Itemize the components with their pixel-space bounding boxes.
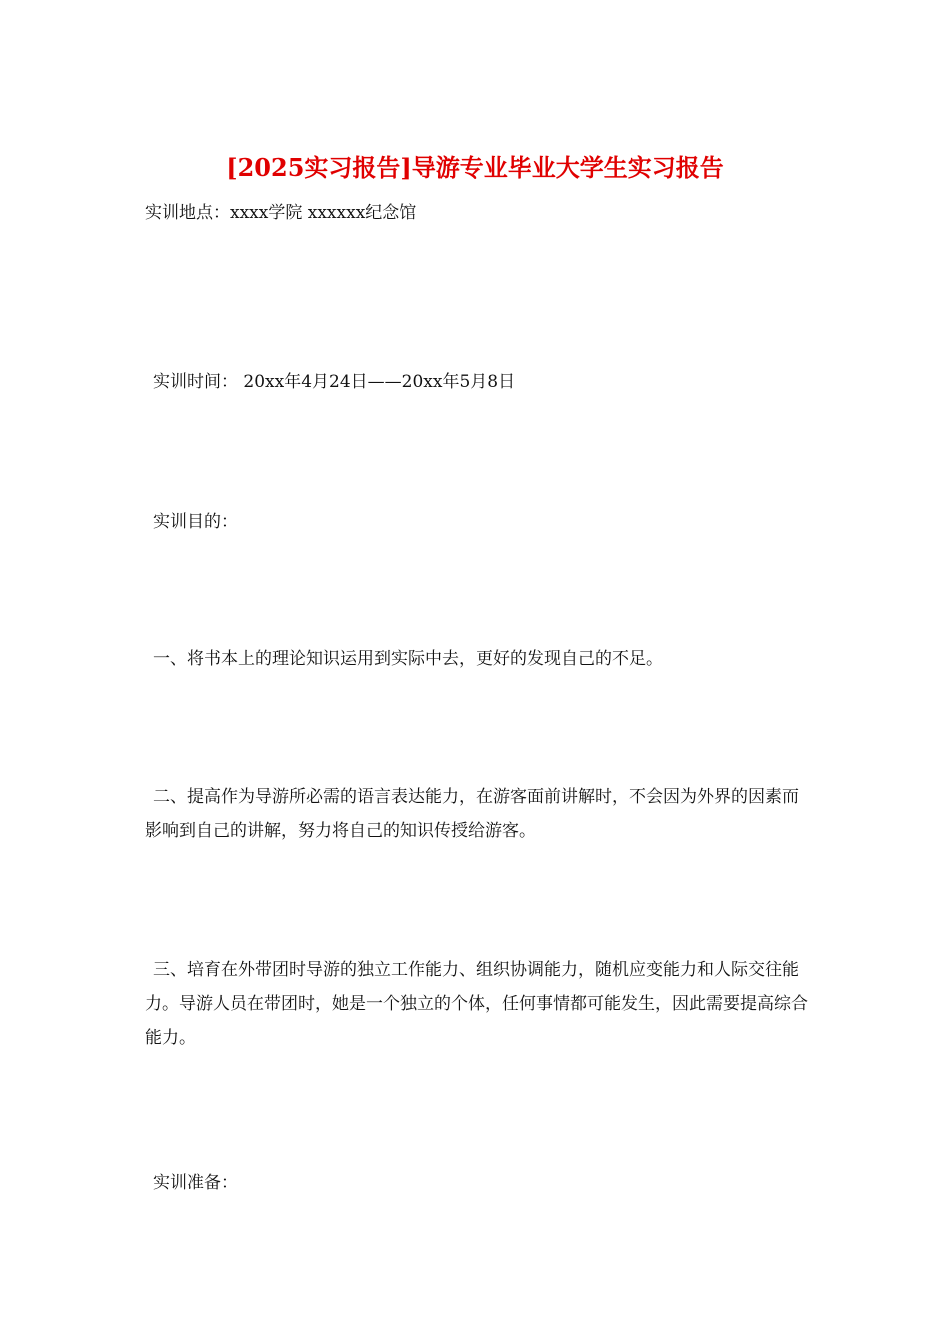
purpose-item-2: 二、提高作为导游所必需的语言表达能力，在游客面前讲解时，不会因为外界的因素而影响到自己的讲解，努力将自己的知识传授给游客。 (145, 787, 799, 841)
time-line: 实训时间： 20xx年4月24日——20xx年5月8日 (153, 372, 516, 392)
document-title: [2025实习报告]导游专业毕业大学生实习报告 (226, 153, 724, 182)
location-line: 实训地点：xxxx学院 xxxxxx纪念馆 (145, 203, 417, 223)
purpose-heading: 实训目的： (153, 512, 238, 532)
preparation-heading: 实训准备： (153, 1173, 238, 1193)
purpose-item-1: 一、将书本上的理论知识运用到实际中去，更好的发现自己的不足。 (153, 649, 663, 669)
purpose-item-3: 三、培育在外带团时导游的独立工作能力、组织协调能力，随机应变能力和人际交往能力。导游人员在带团时，她是一个独立的个体，任何事情都可能发生，因此需要提高综合能力。 (145, 960, 808, 1048)
